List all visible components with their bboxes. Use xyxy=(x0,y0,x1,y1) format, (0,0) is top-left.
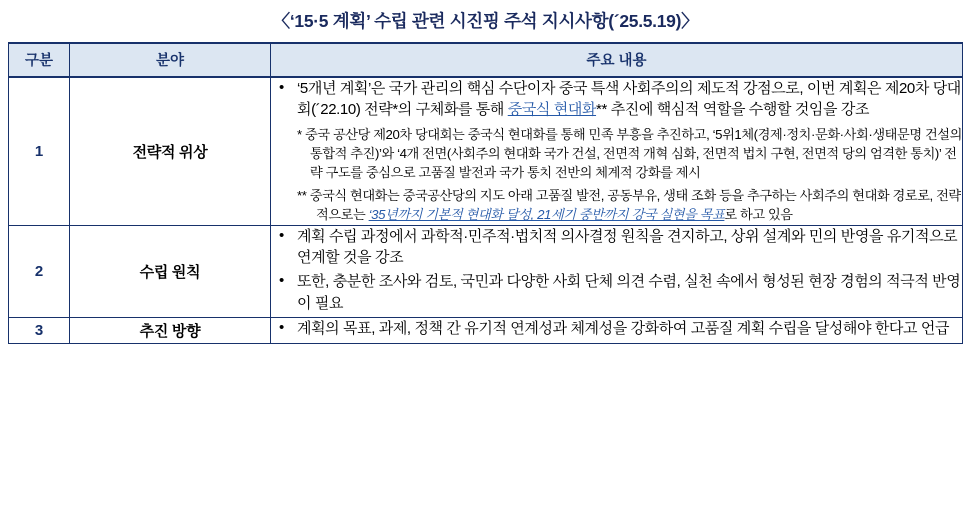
column-header-field: 분야 xyxy=(70,43,271,77)
column-header-content: 주요 내용 xyxy=(271,43,963,77)
list-item: • 계획 수립 과정에서 과학적·민주적·법치적 의사결정 원칙을 견지하고, 상위 설계와 민의 반영을 유기적으로 연계할 것을 강조 xyxy=(271,226,962,269)
bullet-list xyxy=(271,318,962,339)
row-field: 전략적 위상 xyxy=(70,77,271,225)
row-number: 2 xyxy=(9,225,70,318)
footnote-two-body xyxy=(297,186,962,224)
footnote-two-post: 로 하고 있음 xyxy=(724,207,793,223)
bullet-text-pre: ‘5개년 계획’은 국가 관리의 핵심 수단이자 중국 특색 사회주의의 제도적 강점으로, 이번 계획은 제20차 당대회(´22.10) 전략*의 구체화를 통해 xyxy=(297,80,961,119)
table-header-row xyxy=(9,43,963,77)
column-header-num: 구분 xyxy=(9,43,70,77)
highlighted-term: 중국식 현대화 xyxy=(507,101,597,119)
table-row xyxy=(9,225,963,318)
row-content xyxy=(271,77,963,225)
footnote-one-text: * 중국 공산당 제20차 당대회는 중국식 현대화를 통해 민족 부흥을 추진하고, ‘5위1체(경제·정치·문화·사회·생태문명 건설의 통합적 추진)’와 ‘4개 전면(사회주의 현대화 국가 건설, 전면적 개혁 심화, 전면적 법치 구현, 전면적 당의 엄격한 통치)’ 전략 구도를 중심으로 고품질 발전과 국가 통치 전반의 체계적 강화를 제시 xyxy=(297,126,962,181)
row-number: 1 xyxy=(9,77,70,225)
row-content xyxy=(271,225,963,318)
page-title: 〈‘15·5 계획’ 수립 관련 시진핑 주석 지시사항(´25.5.19)〉 xyxy=(272,11,699,31)
bullet-text-post: ** 추진에 핵심적 역할을 수행할 것임을 강조 xyxy=(596,101,870,119)
footnote-two-pre: ** 중국식 현대화는 중국공산당의 지도 아래 고품질 발전, 공동부유, 생태 조화 등을 추구하는 사회주의 현대화 경로로, 전략적으로는 xyxy=(297,188,961,223)
list-item: • 계획의 목표, 과제, 정책 간 유기적 연계성과 체계성을 강화하여 고품질 계획 수립을 달성해야 한다고 언급 xyxy=(271,318,962,339)
row-number: 3 xyxy=(9,318,70,343)
footnote-one xyxy=(271,125,962,182)
list-item: • 또한, 충분한 조사와 검토, 국민과 다양한 사회 단체 의견 수렴, 실천 속에서 형성된 현장 경험의 적극적 반영이 필요 xyxy=(271,271,962,314)
table-row xyxy=(9,77,963,225)
list-item xyxy=(271,78,962,121)
row-field: 추진 방향 xyxy=(70,318,271,343)
row-content xyxy=(271,318,963,343)
table-row xyxy=(9,318,963,343)
instructions-table xyxy=(8,42,963,344)
footnote-two-highlight: ‘35년까지 기본적 현대화 달성, 21세기 중반까지 강국 실현을 목표 xyxy=(368,207,725,223)
footnote-two xyxy=(271,186,962,224)
row-field: 수립 원칙 xyxy=(70,225,271,318)
bullet-list xyxy=(271,226,962,315)
bullet-list xyxy=(271,78,962,121)
